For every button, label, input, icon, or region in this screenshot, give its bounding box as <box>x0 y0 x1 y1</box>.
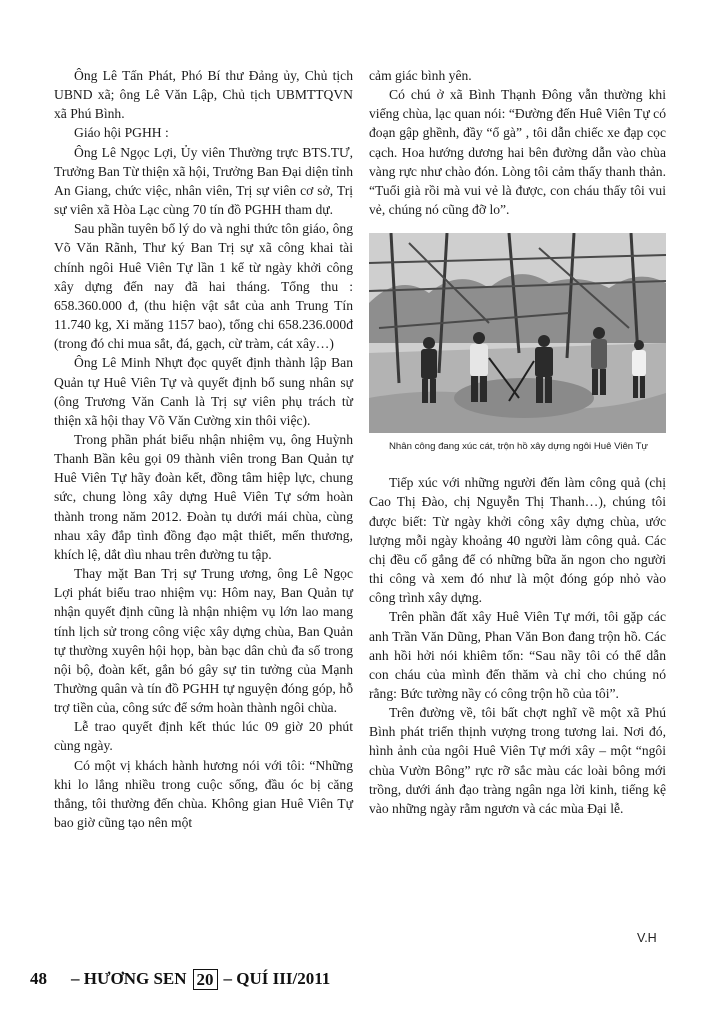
paragraph: Ông Lê Minh Nhựt đọc quyết định thành lập Ban Quản tự Huê Viên Tự và quyết định bổ sung nhân sự (ông Trương Văn Canh là Trị sự viên phụ trách từ thiện xã hội thay Võ Văn Cường xin thôi việc). <box>54 355 353 428</box>
paragraph: Thay mặt Ban Trị sự Trung ương, ông Lê Ngọc Lợi phát biểu trao nhiệm vụ: Hôm nay, Ban Quản tự nhận quyết định cũng là nhận nhiệm vụ lớn lao mang tính lịch sử trong công việc xây dựng chùa, Ban Quản tự thường xuyên hội họp, bàn bạc dân chủ đa số trong nội bộ, đoàn kết, gắn bó gây sự tin tưởng của Mạnh Thường quân và tín đồ PGHH tự nguyện đóng góp, hỗ trợ tiền của, công sức để sớm hoàn thành ngôi chùa. <box>54 566 353 716</box>
paragraph: Trong phần phát biểu nhận nhiệm vụ, ông Huỳnh Thanh Bần kêu gọi 09 thành viên trong Ban Quản tự Huê Viên Tự hãy đoàn kết, đồng tâm hiệp lực, chung sức, chung lòng xây dựng Huê Viên Tự sớm hoàn thành trong năm 2012. Đoàn tụ dưới mái chùa, cùng nhau xây đắp tình đồng đạo mật thiết, mến thương, khích lệ, dắt dìu nhau trên đường tu tập. <box>54 431 353 562</box>
page-number: 48 <box>30 969 47 988</box>
paragraph: Tiếp xúc với những người đến làm công quả (chị Cao Thị Đào, chị Nguyễn Thị Thanh…), chúng tôi được biết: Từ ngày khởi công xây dựng chùa, ước lượng mỗi ngày khoảng 40 người làm công quả. Các chị đều cố gắng để có những bữa ăn ngon cho người thi công và xem đó như là một đóng góp nhỏ vào công trình xây dựng. <box>369 475 666 606</box>
issue-number: 20 <box>193 969 218 990</box>
photo-caption: Nhân công đang xúc cát, trộn hồ xây dựng ngôi Huê Viên Tự <box>389 441 648 453</box>
page-footer <box>30 964 370 994</box>
magazine-title: – HƯƠNG SEN <box>71 969 187 988</box>
paragraph: cảm giác bình yên. <box>369 68 472 83</box>
paragraph: Có chú ở xã Bình Thạnh Đông vẫn thường khi viếng chùa, lạc quan nói: “Đường đến Huê Viên Tự có đoạn gập ghềnh, đầy “ổ gà” , tôi dẫn chiếc xe đạp cọc cạch. Hoa hướng dương hai bên đường dẫn vào chùa vàng rực như chào đón. Lòng tôi cảm thấy thanh thản. “Tuổi già rồi mà vui vẻ là được, con cháu thấy tôi vui vẻ, chúng nó cũng đỡ lo”. <box>369 87 666 218</box>
right-column <box>369 66 666 818</box>
paragraph: Có một vị khách hành hương nói với tôi: “Những khi lo lắng nhiều trong cuộc sống, đầu óc bị căng thẳng, tôi thường đến chùa. Không gian Huê Viên Tự bao giờ cũng tạo nên một <box>54 757 353 831</box>
paragraph: Trên phần đất xây Huê Viên Tự mới, tôi gặp các anh Trần Văn Dũng, Phan Văn Bon đang trộn hồ. Các anh hồi hởi nói khiêm tốn: “Sau nầy tôi có thể dẫn con cháu của mình đến thăm và chỉ cho chúng nó rằng: Bức tường nầy có công trộn hồ của tôi”. <box>369 609 666 701</box>
author-signature: V.H <box>637 931 657 945</box>
left-column <box>54 66 353 832</box>
paragraph: Trên đường về, tôi bất chợt nghĩ về một xã Phú Bình phát triển thịnh vượng trong tương lai. Nơi đó, hình ảnh của ngôi Huê Viên Tự mới xây – một “ngôi chùa Vườn Bông” rực rỡ sắc màu các loài bông mới trồng, dưới ánh đạo tràng ngân nga lời kinh, tiếng kệ vào những ngày rằm ngươn và các mùa Đại lễ. <box>369 705 666 816</box>
paragraph: Sau phần tuyên bố lý do và nghi thức tôn giáo, ông Võ Văn Rãnh, Thư ký Ban Trị sự xã công khai tài chính ngôi Huê Viên Tự lần 1 kể từ ngày khởi công xây dựng đến nay đã hai tháng. Tổng thu : 658.360.000 đ, (thu hiện vật sắt của anh Trung Tín 11.740 kg, Xi măng 1157 bao), tổng chi 658.236.000đ (trong đó chi mua sắt, đá, gạch, cừ tràm, cát xây…) <box>54 221 353 352</box>
paragraph: Ông Lê Ngọc Lợi, Ủy viên Thường trực BTS.TƯ, Trưởng Ban Từ thiện xã hội, Trưởng Ban Đại diện tỉnh An Giang, chức việc, nhân viên, Trị sự viên cơ sở, Trị sự viên xã Hòa Lạc cùng 70 tín đồ PGHH tham dự. <box>54 144 353 218</box>
paragraph: Lễ trao quyết định kết thúc lúc 09 giờ 20 phút cùng ngày. <box>54 719 353 754</box>
construction-photo <box>369 233 666 433</box>
paragraph: Ông Lê Tấn Phát, Phó Bí thư Đảng ủy, Chủ tịch UBND xã; ông Lê Văn Lập, Chủ tịch UBMTTQVN xã Phú Bình. <box>54 68 353 122</box>
construction-scene-icon <box>369 233 666 433</box>
paragraph: Giáo hội PGHH : <box>74 125 169 141</box>
issue-period: – QUÍ III/2011 <box>223 969 331 988</box>
